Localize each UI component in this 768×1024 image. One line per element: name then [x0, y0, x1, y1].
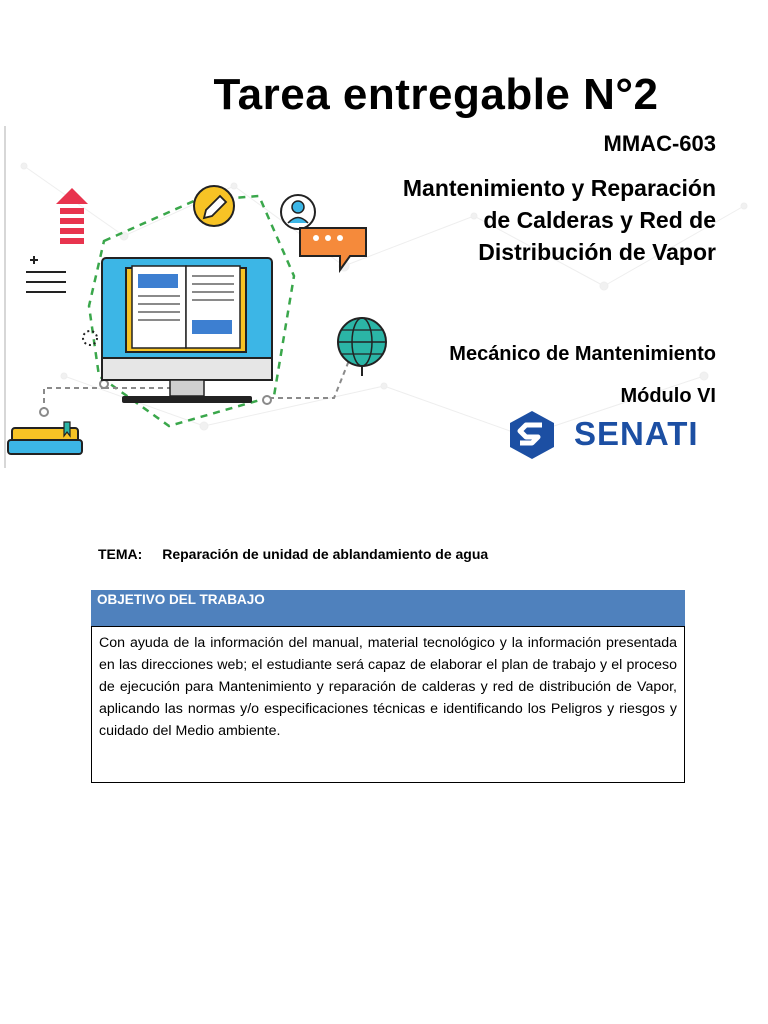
objective-header: OBJETIVO DEL TRABAJO — [91, 590, 685, 626]
course-name-line: de Calderas y Red de — [483, 207, 716, 233]
senati-wordmark: SENATI — [574, 415, 699, 452]
objective-text: Con ayuda de la información del manual, material tecnológico y la información presentada en las direcciones web; el estudiante será capaz de elaborar el plan de trabajo y el proceso de ejecución para Mantenimiento y reparación de calderas y red de distribución de Vapor, aplicando las normas y/o especificaciones técnicas e identificando los Peligros y riesgos y cuidado del Medio ambiente. — [91, 626, 685, 783]
topic-line — [98, 546, 488, 562]
hero-edge-line — [4, 126, 6, 468]
course-name-line: Distribución de Vapor — [478, 239, 716, 265]
topic-label: TEMA: — [98, 546, 143, 562]
course-name — [403, 172, 716, 268]
course-name-line: Mantenimiento y Reparación — [402, 175, 716, 201]
course-code: MMAC-603 — [603, 131, 716, 156]
module-name: Módulo VI — [620, 385, 716, 407]
topic-value: Reparación de unidad de ablandamiento de agua — [162, 546, 489, 562]
career-name: Mecánico de Mantenimiento — [449, 343, 716, 365]
document-title: Tarea entregable N°2 — [213, 70, 659, 119]
